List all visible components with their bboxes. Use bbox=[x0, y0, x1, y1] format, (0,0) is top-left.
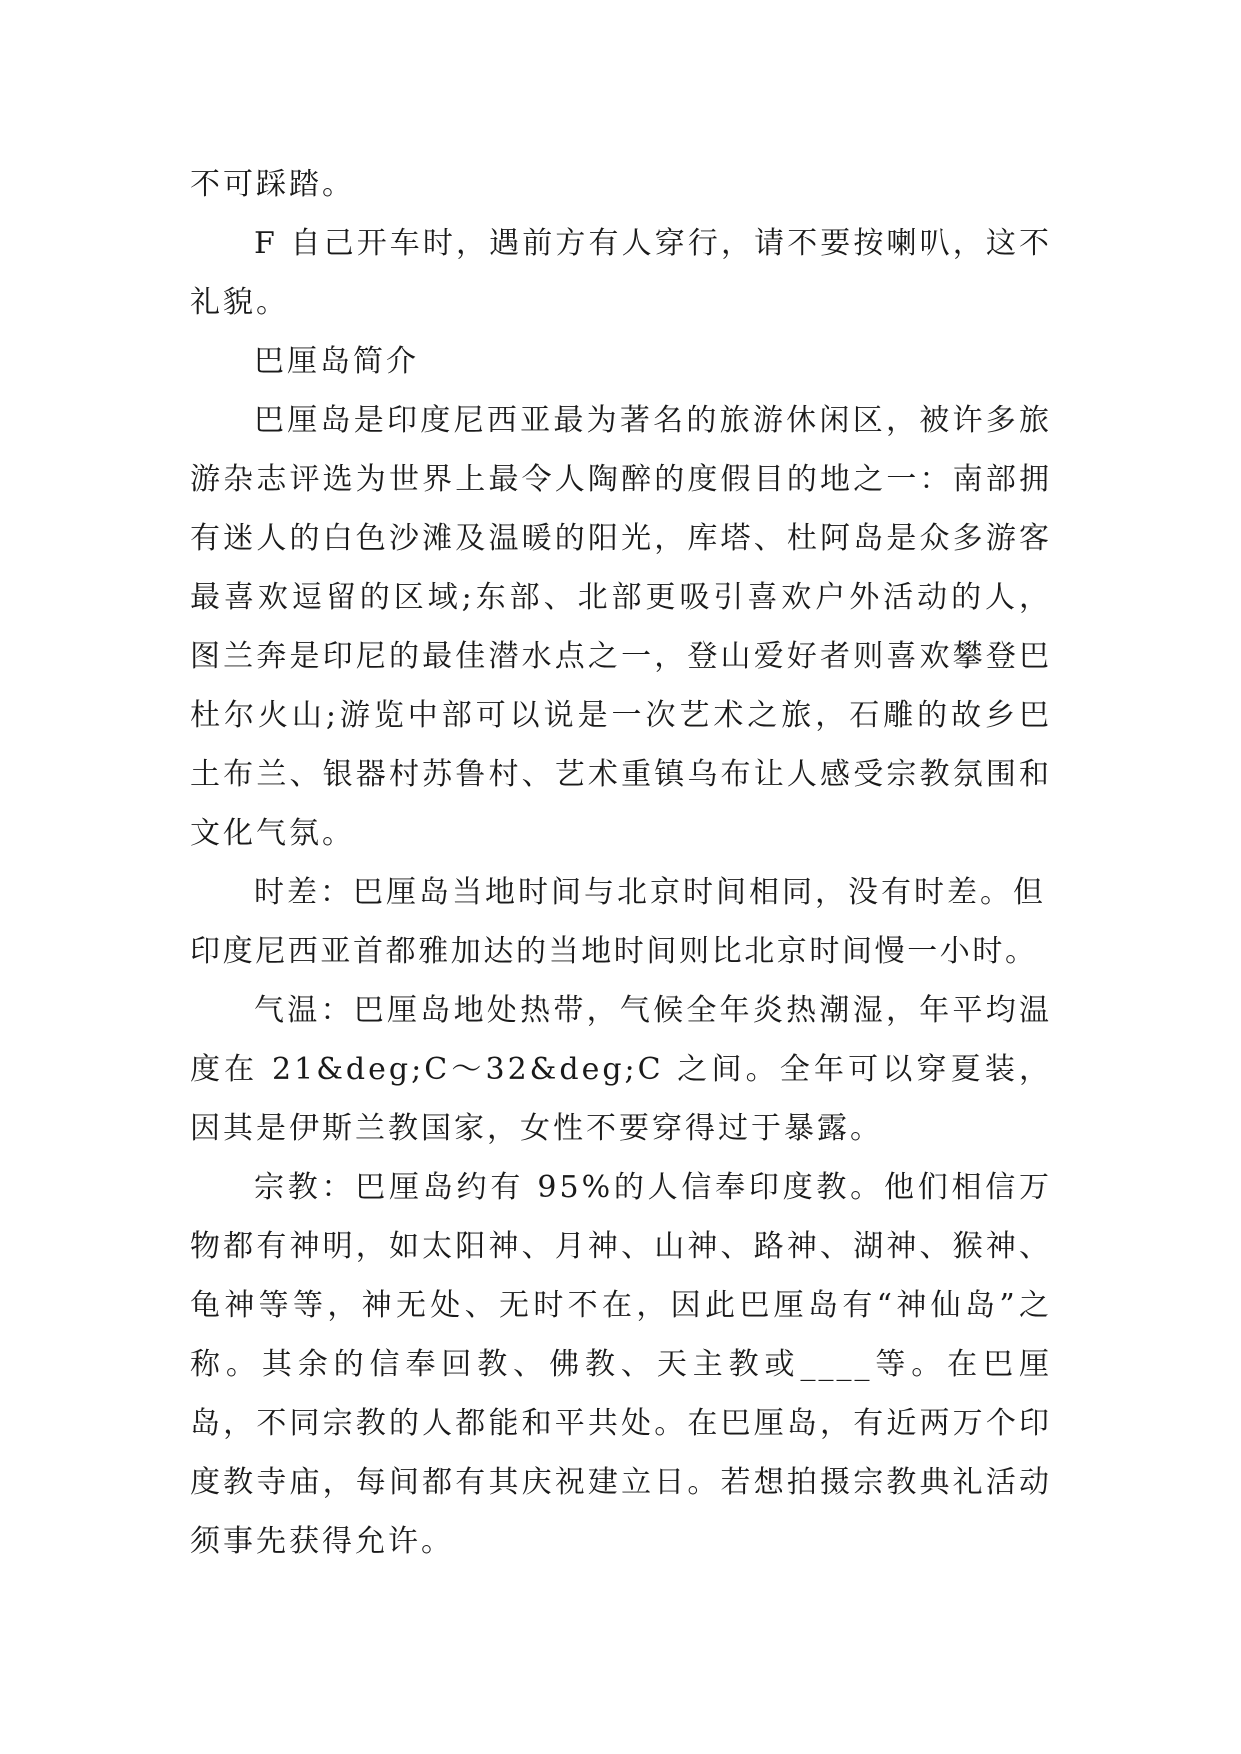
paragraph-time-difference-line2: 印度尼西亚首都雅加达的当地时间则比北京时间慢一小时。 bbox=[190, 934, 1038, 969]
paragraph-bali-overview: 巴厘岛是印度尼西亚最为著名的旅游休闲区，被许多旅游杂志评选为世界上最令人陶醉的度假目的地之一：南部拥有迷人的白色沙滩及温暖的阳光，库塔、杜阿岛是众多游客最喜欢逗留的区域;东部、北部更吸引喜欢户外活动的人，图兰奔是印尼的最佳潜水点之一，登山爱好者则喜欢攀登巴杜尔火山;游览中部可以说是一次艺术之旅，石雕的故乡巴土布兰、银器村苏鲁村、艺术重镇乌布让人感受宗教氛围和文化气氛。 bbox=[190, 403, 1052, 851]
paragraph-driving-etiquette: F 自己开车时，遇前方有人穿行，请不要按喇叭，这不礼貌。 bbox=[190, 226, 1052, 320]
document-body bbox=[190, 155, 1052, 1571]
paragraph-religion: 宗教：巴厘岛约有 95%的人信奉印度教。他们相信万物都有神明，如太阳神、月神、山神、路神、湖神、猴神、龟神等等，神无处、无时不在，因此巴厘岛有“神仙岛”之称。其余的信奉回教、佛教、天主教或____等。在巴厘岛，不同宗教的人都能和平共处。在巴厘岛，有近两万个印度教寺庙，每间都有其庆祝建立日。若想拍摄宗教典礼活动须事先获得允许。 bbox=[190, 1170, 1052, 1559]
section-heading-bali-intro: 巴厘岛简介 bbox=[254, 344, 419, 379]
paragraph-1: 不可踩踏。 bbox=[190, 167, 355, 202]
paragraph-temperature: 气温：巴厘岛地处热带，气候全年炎热潮湿，年平均温度在 21&deg;C～32&deg;C 之间。全年可以穿夏装，因其是伊斯兰教国家，女性不要穿得过于暴露。 bbox=[190, 993, 1052, 1146]
paragraph-time-difference-line1: 时差：巴厘岛当地时间与北京时间相同，没有时差。但 bbox=[254, 875, 1046, 910]
